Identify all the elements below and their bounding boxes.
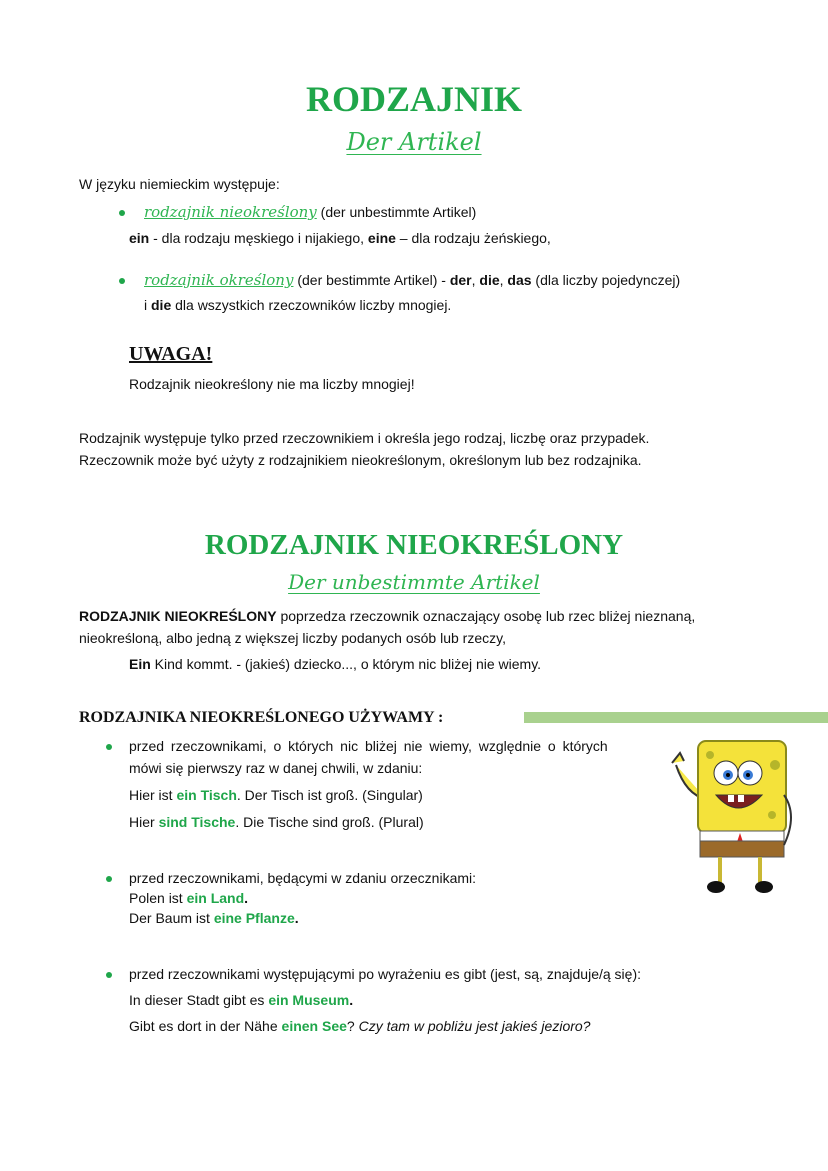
text-segment: Der Baum ist <box>129 910 214 926</box>
example <box>129 991 353 1009</box>
bullet-icon <box>106 876 112 882</box>
heading-divider-bar <box>524 712 828 723</box>
example <box>129 889 248 907</box>
highlighted-article: ein Museum <box>268 992 350 1008</box>
text-segment: . <box>244 890 249 906</box>
paragraph <box>79 607 695 625</box>
example <box>129 1017 590 1035</box>
text-segment: (dla liczby pojedynczej) <box>531 272 681 288</box>
text-segment: – dla rodzaju żeńskiego, <box>395 230 551 246</box>
usage-item <box>129 737 608 755</box>
indefinite-article-forms <box>129 229 551 247</box>
text-segment: Ein <box>129 656 151 672</box>
text-segment: mówi się pierwszy raz w danej chwili, w zdaniu: <box>129 760 423 776</box>
text-segment: . Die Tische sind groß. (Plural) <box>235 814 424 830</box>
paragraph <box>79 629 506 647</box>
text-segment: Czy tam w pobliżu jest jakieś jezioro? <box>358 1018 591 1034</box>
bullet-icon <box>106 972 112 978</box>
text-segment: przed rzeczownikami, o których nic bliżej nie wiemy, względnie o których <box>129 738 608 754</box>
indefinite-article-item <box>144 203 476 221</box>
warning-heading: UWAGA! <box>129 343 213 365</box>
text-segment: Rzeczownik może być użyty z rodzajnikiem nieokreślonym, określonym lub bez rodzajnika. <box>79 452 642 468</box>
text-segment: Rodzajnik występuje tylko przed rzeczownikiem i określa jego rodzaj, liczbę oraz przypadek. <box>79 430 650 446</box>
text-segment: die <box>151 297 172 313</box>
highlighted-article: ein Land <box>186 890 245 906</box>
bullet-icon <box>119 210 125 216</box>
highlighted-article: eine Pflanze <box>213 910 295 926</box>
text-segment: przed rzeczownikami, będącymi w zdaniu orzecznikami: <box>129 870 477 886</box>
example <box>129 813 424 831</box>
text-segment: Hier ist <box>129 787 177 803</box>
example <box>129 655 541 673</box>
text-segment: eine <box>367 230 396 246</box>
article-term: rodzajnik określony <box>144 271 294 289</box>
text-segment: nieokreśloną, albo jedną z większej liczby podanych osób lub rzeczy, <box>79 630 506 646</box>
definite-article-plural <box>144 296 451 314</box>
highlighted-article: einen See <box>281 1018 347 1034</box>
text-segment: W języku niemieckim występuje: <box>79 176 280 192</box>
usage-item <box>129 965 641 983</box>
text-segment: Hier <box>129 814 159 830</box>
section-subtitle: Der unbestimmte Artikel <box>288 570 540 594</box>
page-subtitle: Der Artikel <box>346 128 482 156</box>
text-segment: . <box>349 992 354 1008</box>
example <box>129 786 423 804</box>
text-segment: RODZAJNIK NIEOKREŚLONY <box>79 608 277 624</box>
text-segment: ? <box>346 1018 359 1034</box>
text-segment: . Der Tisch ist groß. (Singular) <box>236 787 423 803</box>
text-segment: - dla rodzaju męskiego i nijakiego, <box>149 230 368 246</box>
article-term: rodzajnik nieokreślony <box>144 203 317 221</box>
usage-item <box>129 869 476 887</box>
text-segment: das <box>507 272 532 288</box>
text-segment: (der bestimmte Artikel) - <box>293 272 450 288</box>
text-segment: , <box>499 272 508 288</box>
text-segment: przed rzeczownikami występującymi po wyrażeniu es gibt (jest, są, znajduje/ą się): <box>129 966 641 982</box>
bullet-icon <box>106 744 112 750</box>
text-segment: Rodzajnik nieokreślony nie ma liczby mnogiej! <box>129 376 415 392</box>
text-segment: In dieser Stadt gibt es <box>129 992 269 1008</box>
spongebob-illustration <box>660 735 800 895</box>
text-segment: die <box>479 272 500 288</box>
text-segment: poprzedza rzeczownik oznaczający osobę lub rzec bliżej nieznaną, <box>276 608 696 624</box>
text-segment: Kind kommt. - (jakieś) dziecko..., o którym nic bliżej nie wiemy. <box>150 656 542 672</box>
section-title: RODZAJNIK NIEOKREŚLONY <box>204 529 624 561</box>
bullet-icon <box>119 278 125 284</box>
text-segment: Gibt es dort in der Nähe <box>129 1018 282 1034</box>
text-segment: Polen ist <box>129 890 187 906</box>
text-segment: . <box>294 910 299 926</box>
warning-text <box>129 375 415 393</box>
highlighted-article: ein Tisch <box>176 787 237 803</box>
page-title: RODZAJNIK <box>305 79 523 119</box>
text-segment: dla wszystkich rzeczowników liczby mnogiej. <box>171 297 452 313</box>
text-segment: der <box>449 272 472 288</box>
intro-text <box>79 175 280 193</box>
text-segment: , <box>471 272 480 288</box>
text-segment: (der unbestimmte Artikel) <box>316 204 477 220</box>
definite-article-item <box>144 271 680 289</box>
paragraph <box>79 429 649 447</box>
text-segment: i <box>144 297 151 313</box>
usage-item <box>129 759 422 777</box>
usage-heading: RODZAJNIKA NIEOKREŚLONEGO UŻYWAMY : <box>79 709 444 726</box>
example <box>129 909 299 927</box>
paragraph <box>79 451 642 469</box>
text-segment: ein <box>129 230 150 246</box>
highlighted-article: sind Tische <box>158 814 236 830</box>
